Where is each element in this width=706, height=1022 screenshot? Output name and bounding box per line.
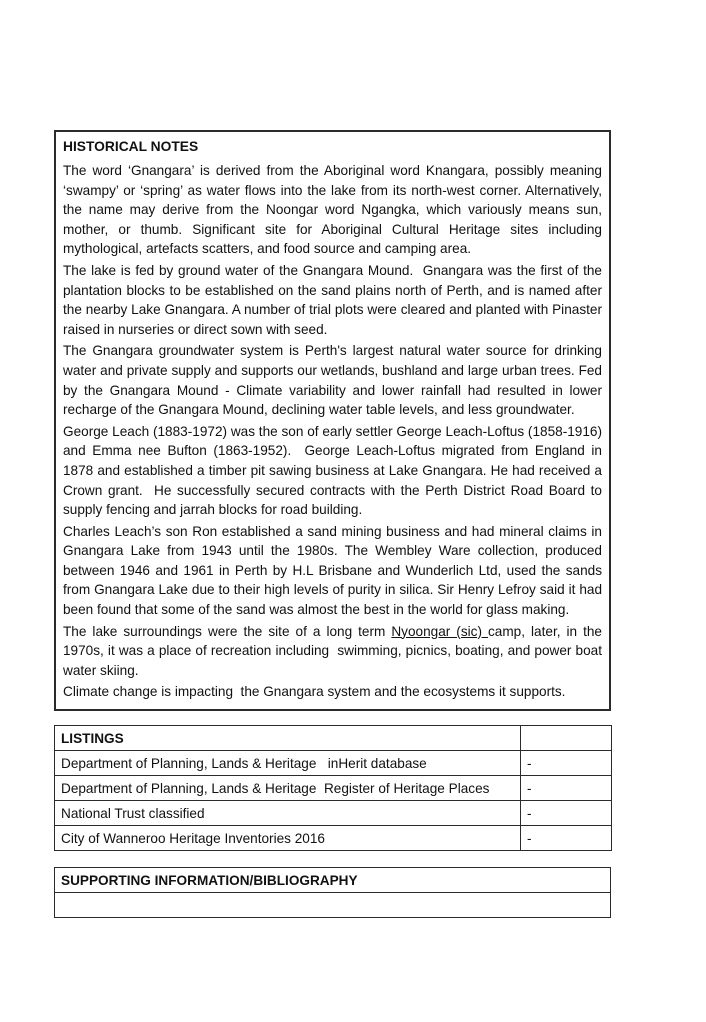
listings-header-row <box>55 726 612 751</box>
listing-label: National Trust classified <box>55 801 521 826</box>
listings-table <box>54 725 612 851</box>
listing-label: Department of Planning, Lands & Heritage Register of Heritage Places <box>55 776 521 801</box>
listing-value: - <box>521 826 612 851</box>
listings-header-value-cell <box>521 726 612 751</box>
listing-value: - <box>521 751 612 776</box>
historical-notes-title: HISTORICAL NOTES <box>63 139 199 154</box>
supporting-information-table <box>54 867 611 918</box>
camp-text-before: The lake surroundings were the site of a long term <box>63 623 392 639</box>
listing-row <box>55 801 612 826</box>
notes-paragraph-camp <box>63 622 610 681</box>
listing-value: - <box>521 801 612 826</box>
nyoongar-sic-underlined-text: Nyoongar (sic) <box>391 623 488 639</box>
listing-label: Department of Planning, Lands & Heritage inHerit database <box>55 751 521 776</box>
supporting-body-row <box>55 893 611 918</box>
listings-title: LISTINGS <box>55 726 521 751</box>
notes-paragraph-climate: Climate change is impacting the Gnangara system and the ecosystems it supports. <box>63 684 566 700</box>
camp-text-after: camp, later, in the 1970s, it was a place of recreation including swimming, picnics, boating, and power boat water skiing. <box>63 623 610 678</box>
listing-row <box>55 751 612 776</box>
listing-value: - <box>521 776 612 801</box>
supporting-title: SUPPORTING INFORMATION/BIBLIOGRAPHY <box>55 868 611 893</box>
notes-paragraph-sand-mining: Charles Leach’s son Ron established a sand mining business and had mineral claims in Gnangara Lake from 1943 until the 1980s. The Wembley Ware collection, produced between 1946 and 1961 in Perth by H.L Brisbane and Wunderlich Ltd, used the sands from Gnangara Lake due to their high levels of purity in silica. Sir Henry Lefroy said it had been found that some of the sand was almost the best in the world for glass making. <box>63 523 606 618</box>
listing-label: City of Wanneroo Heritage Inventories 2016 <box>55 826 521 851</box>
supporting-body-cell <box>55 893 611 918</box>
listing-row <box>55 826 612 851</box>
notes-paragraph-etymology: The word ‘Gnangara’ is derived from the Aboriginal word Knangara, possibly meaning ‘swampy’ or ‘spring’ as water flows into the lake from its north-west corner. Alternatively, the name may derive from the Noongar word Ngangka, which variously means sun, mother, or thumb. Significant site for Aboriginal Cultural Heritage sites including mythological, artefacts scatters, and food source and camping area. <box>63 163 606 257</box>
notes-paragraph-lake-plantation: The lake is fed by ground water of the Gnangara Mound. Gnangara was the first of the plantation blocks to be established on the sand plains north of Perth, and is named after the nearby Lake Gnangara. A number of trial plots were cleared and planted with Pinaster raised in nurseries or direct sown with seed. <box>63 262 606 337</box>
historical-notes-section <box>54 130 611 711</box>
supporting-header-row <box>55 868 611 893</box>
notes-paragraph-george-leach: George Leach (1883-1972) was the son of early settler George Leach-Loftus (1858-1916) and Emma nee Bufton (1863-1952). George Leach-Loftus migrated from England in 1878 and established a timber pit sawing business at Lake Gnangara. He had received a Crown grant. He successfully secured contracts with the Perth District Road Board to supply fencing and jarrah blocks for road building. <box>63 423 606 518</box>
notes-paragraph-groundwater: The Gnangara groundwater system is Perth's largest natural water source for drinking water and private supply and supports our wetlands, bushland and large urban trees. Fed by the Gnangara Mound - Climate variability and lower rainfall had resulted in lower recharge of the Gnangara Mound, declining water table levels, and less groundwater. <box>63 343 606 418</box>
listing-row <box>55 776 612 801</box>
